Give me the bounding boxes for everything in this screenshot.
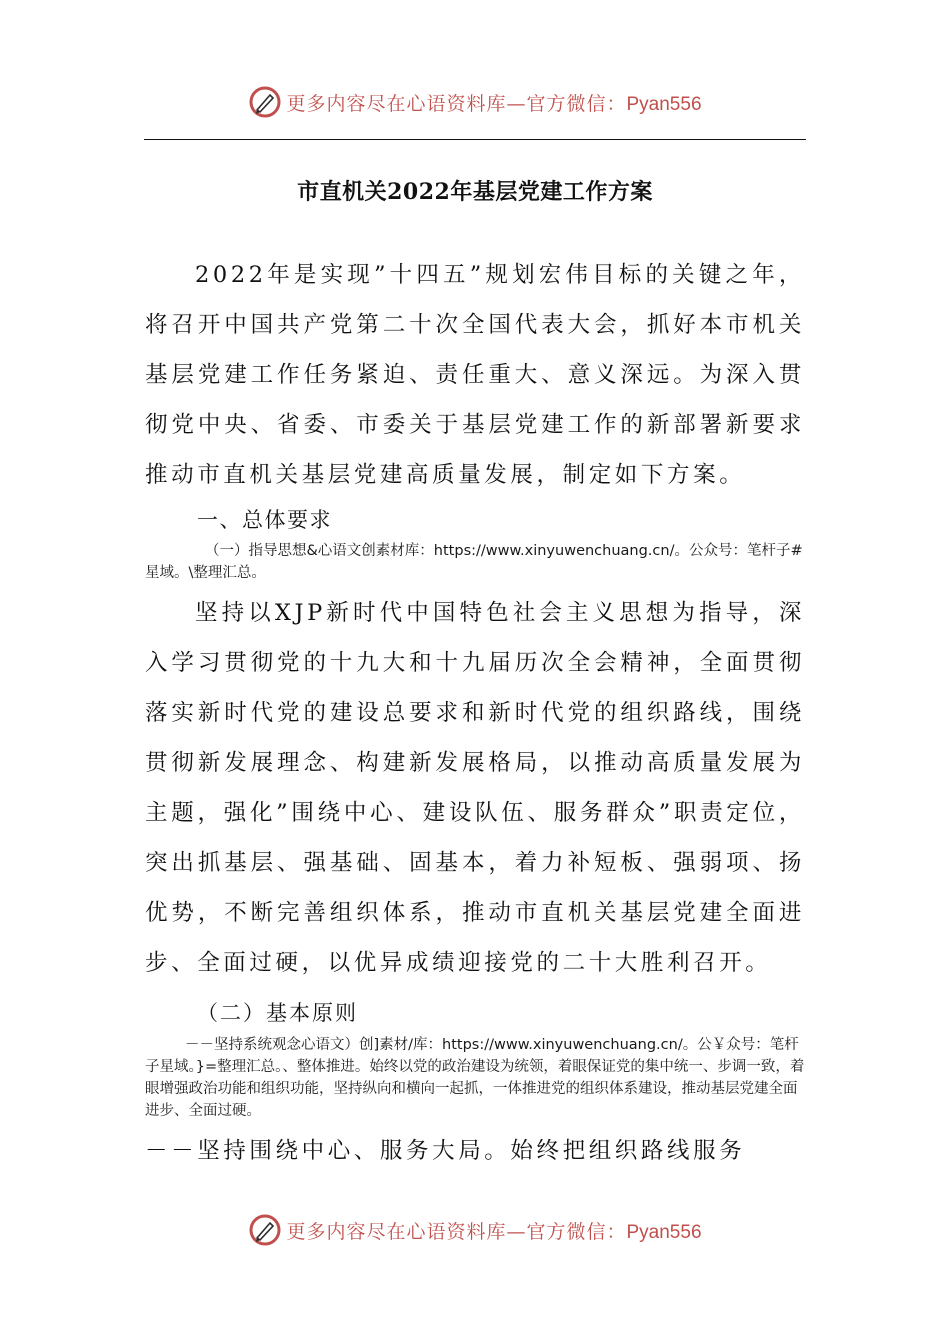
principle-center-paragraph: －－坚持围绕中心、服务大局。始终把组织路线服务 xyxy=(145,1138,746,1164)
pen-logo-icon xyxy=(248,1213,282,1247)
footer-banner-text: 更多内容尽在心语资料库—官方微信：Pyan556 xyxy=(286,1220,702,1243)
guiding-thought-paragraph: 坚持以XJP新时代中国特色社会主义思想为指导，深入学习贯彻党的十九大和十九届历次全会精神，全面贯彻落实新时代党的建设总要求和新时代党的组织路线，围绕贯彻新发展理念、构建新发展格局，以推动高质量发展为主题，强化”围绕中心、建设队伍、服务群众”职责定位，突出抓基层、强基础、固基本，着力补短板、强弱项、扬优势，不断完善组织体系，推动市直机关基层党建全面进步、全面过硬，以优异成绩迎接党的二十大胜利召开。 xyxy=(145,600,805,976)
header-banner-text: 更多内容尽在心语资料库—官方微信：Pyan556 xyxy=(286,92,702,115)
document-title: 市直机关2022年基层党建工作方案 xyxy=(297,179,653,205)
header-banner xyxy=(0,82,950,122)
header-divider xyxy=(144,139,806,140)
section-heading-overall-requirements: 一、总体要求 xyxy=(197,508,332,532)
subsection-heading-basic-principles: （二）基本原则 xyxy=(197,1001,358,1025)
principle-systems-view-paragraph: －－坚持系统观念心语文）创]素材/库：https://www.xinyuwenchuang.cn/。公￥众号：笔杆子星域。}=整理汇总。、整体推进。始终以党的政治建设为统领，着眼保证党的集中统一、步调一致，着眼增强政治功能和组织功能，坚持纵向和横向一起抓，一体推进党的组织体系建设，推动基层党建全面进步、全面过硬。 xyxy=(145,1037,805,1119)
subsection-heading-guiding-thought: （一）指导思想&心语文创素材库：https://www.xinyuwenchuang.cn/。公众号：笔杆子#星域。\整理汇总。 xyxy=(145,543,803,581)
pen-logo-icon xyxy=(248,85,282,119)
footer-banner xyxy=(0,1210,950,1250)
document-body xyxy=(145,250,805,1176)
intro-paragraph: 2022年是实现”十四五”规划宏伟目标的关键之年，将召开中国共产党第二十次全国代表大会，抓好本市机关基层党建工作任务紧迫、责任重大、意义深远。为深入贯彻党中央、省委、市委关于基层党建工作的新部署新要求推动市直机关基层党建高质量发展，制定如下方案。 xyxy=(145,262,805,488)
